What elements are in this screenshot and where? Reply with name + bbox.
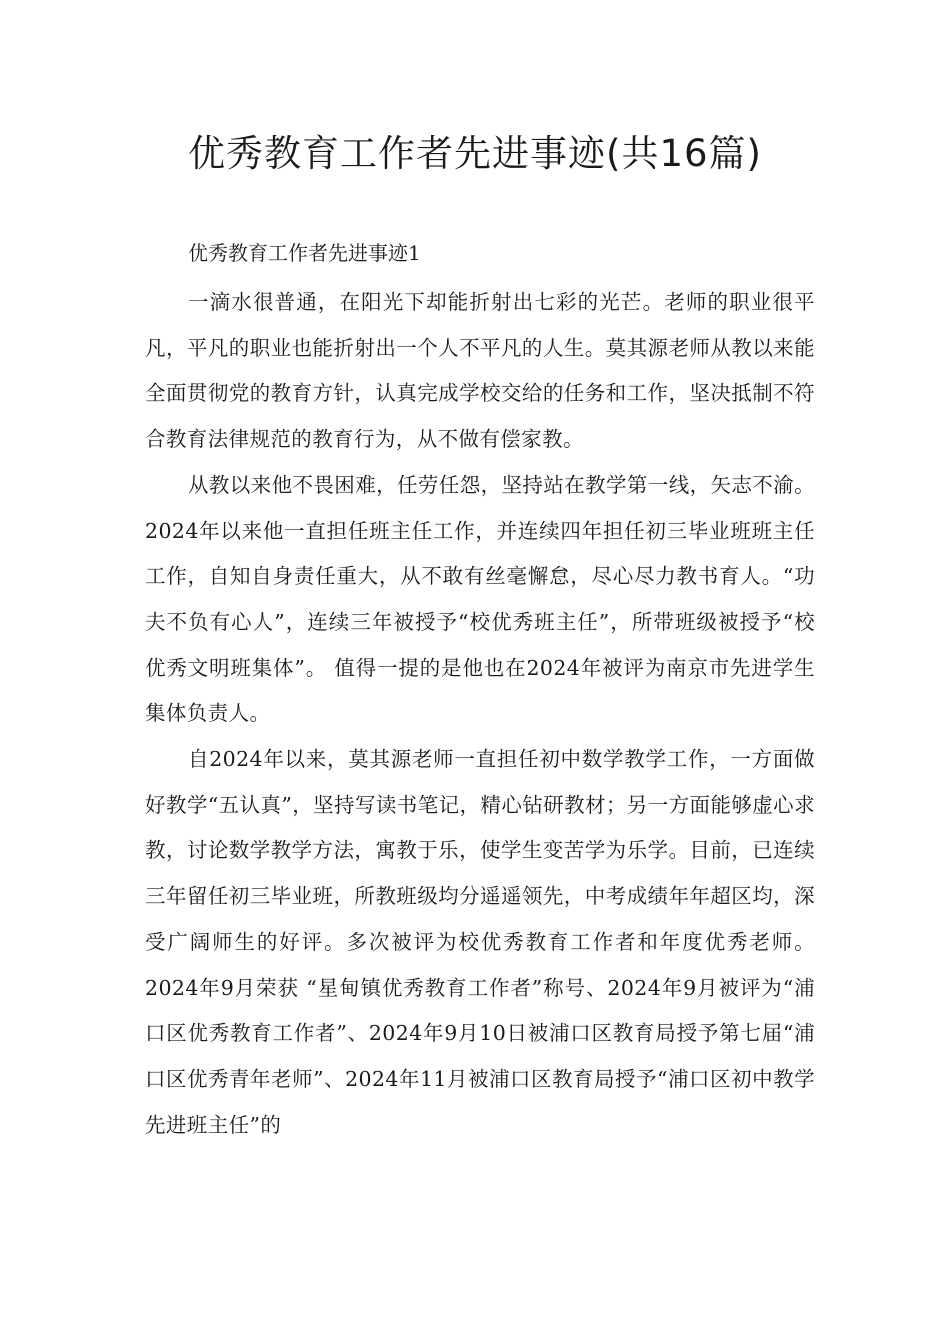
document-title: 优秀教育工作者先进事迹(共16篇) <box>188 132 762 175</box>
paragraph-2: 从教以来他不畏困难，任劳任怨，坚持站在教学第一线，矢志不渝。2024年以来他一直担任班主任工作，并连续四年担任初三毕业班班主任工作，自知自身责任重大，从不敢有丝毫懈怠，尽心尽力教书育人。“功夫不负有心人”，连续三年被授予“校优秀班主任”，所带班级被授予“校优秀文明班集体”。 值得一提的是他也在2024年被评为南京市先进学生集体负责人。 <box>145 472 815 726</box>
document-body <box>145 280 815 1148</box>
paragraph-1: 一滴水很普通，在阳光下却能折射出七彩的光芒。老师的职业很平凡，平凡的职业也能折射出一个人不平凡的人生。莫其源老师从教以来能全面贯彻党的教育方针，认真完成学校交给的任务和工作，坚决抵制不符合教育法律规范的教育行为，从不做有偿家教。 <box>145 290 815 452</box>
paragraph-3: 自2024年以来，莫其源老师一直担任初中数学教学工作，一方面做好教学“五认真”，坚持写读书笔记，精心钻研教材；另一方面能够虚心求教，讨论数学教学方法，寓教于乐，使学生变苦学为乐学。目前，已连续三年留任初三毕业班，所教班级均分遥遥领先，中考成绩年年超区均，深受广阔师生的好评。多次被评为校优秀教育工作者和年度优秀老师。2024年9月荣获 “星甸镇优秀教育工作者”称号、2024年9月被评为“浦口区优秀教育工作者”、2024年9月10日被浦口区教育局授予第七届“浦口区优秀青年老师”、2024年11月被浦口区教育局授予“浦口区初中教学先进班主任”的 <box>145 747 815 1137</box>
section-heading: 优秀教育工作者先进事迹1 <box>188 241 421 265</box>
